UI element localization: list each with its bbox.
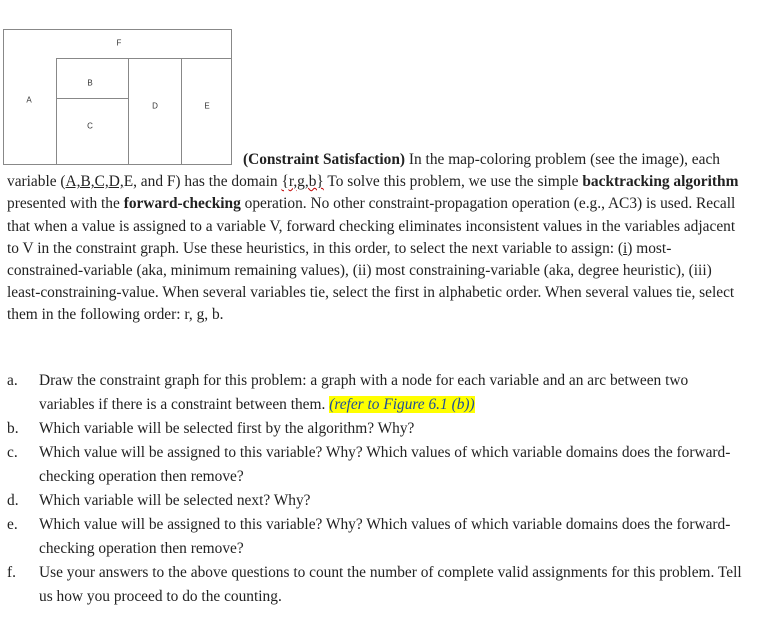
region-label-f: F bbox=[116, 38, 122, 48]
question-text: Which variable will be selected next? Why? bbox=[39, 492, 311, 509]
question-marker: f. bbox=[7, 564, 16, 581]
question-marker: b. bbox=[7, 420, 19, 437]
question-text: Which value will be assigned to this variable? Why? Which values of which variable domains does the forward-checking operation then remove? bbox=[39, 516, 731, 557]
question-list bbox=[7, 369, 747, 609]
question-marker: d. bbox=[7, 492, 19, 509]
question-d bbox=[7, 489, 747, 513]
question-a bbox=[7, 369, 747, 417]
question-marker: a. bbox=[7, 372, 18, 389]
map-figure bbox=[3, 29, 232, 165]
paragraph-text-5: operation. No other constraint-propagation operation (e.g., AC3) is used. Recall that when a value is assigned to a variable V, forward checking eliminates inconsistent values in the variables adjacent to V in the constraint graph. Use these heuristics, in this order, to select the next variable to assign: ( bbox=[7, 195, 736, 257]
paragraph-text-3: To solve this problem, we use the simple bbox=[323, 173, 583, 191]
algorithm-name: backtracking algorithm bbox=[582, 173, 739, 191]
paragraph-text-1: In the map-coloring problem (see the image), each variable ( bbox=[7, 151, 720, 191]
roman-i: i bbox=[623, 239, 628, 257]
question-marker: c. bbox=[7, 444, 18, 461]
region-label-e: E bbox=[204, 101, 210, 111]
question-text: Which value will be assigned to this variable? Why? Which values of which variable domains does the forward-checking operation then remove? bbox=[39, 444, 731, 485]
figure-reference-highlight: (refer to Figure 6.1 (b)) bbox=[329, 396, 475, 413]
question-e bbox=[7, 513, 747, 561]
region-label-d: D bbox=[152, 101, 158, 111]
question-f bbox=[7, 561, 747, 609]
question-c bbox=[7, 441, 747, 489]
problem-heading: (Constraint Satisfaction) bbox=[243, 151, 406, 168]
problem-paragraph bbox=[7, 149, 747, 327]
paragraph-text-2: E, and F) has the domain bbox=[123, 173, 282, 191]
question-text: Which variable will be selected first by the algorithm? Why? bbox=[39, 420, 415, 437]
operation-name: forward-checking bbox=[123, 195, 241, 213]
question-b bbox=[7, 417, 747, 441]
question-text: Use your answers to the above questions to count the number of complete valid assignments for this problem. Tell us how you proceed to do the counting. bbox=[39, 564, 742, 605]
region-label-c: C bbox=[87, 121, 93, 131]
figure-spacer bbox=[7, 163, 243, 164]
region-label-b: B bbox=[87, 78, 93, 88]
region-label-a: A bbox=[26, 95, 32, 105]
question-text: Draw the constraint graph for this problem: a graph with a node for each variable and an arc between two variables if there is a constraint between them. bbox=[39, 372, 689, 413]
variables-underlined: A,B,C,D, bbox=[65, 173, 124, 191]
question-marker: e. bbox=[7, 516, 18, 533]
domain-set: {r,g,b} bbox=[281, 173, 324, 191]
paragraph-text-6: ) most-constrained-variable (aka, minimum remaining values), (ii) most constraining-variable (aka, degree heuristic), (iii) least-constraining-value. When several variables tie, select the first in alphabetic order. When several values tie, select them in the following order: r, g, b. bbox=[7, 239, 735, 324]
paragraph-text-4: presented with the bbox=[7, 195, 124, 213]
